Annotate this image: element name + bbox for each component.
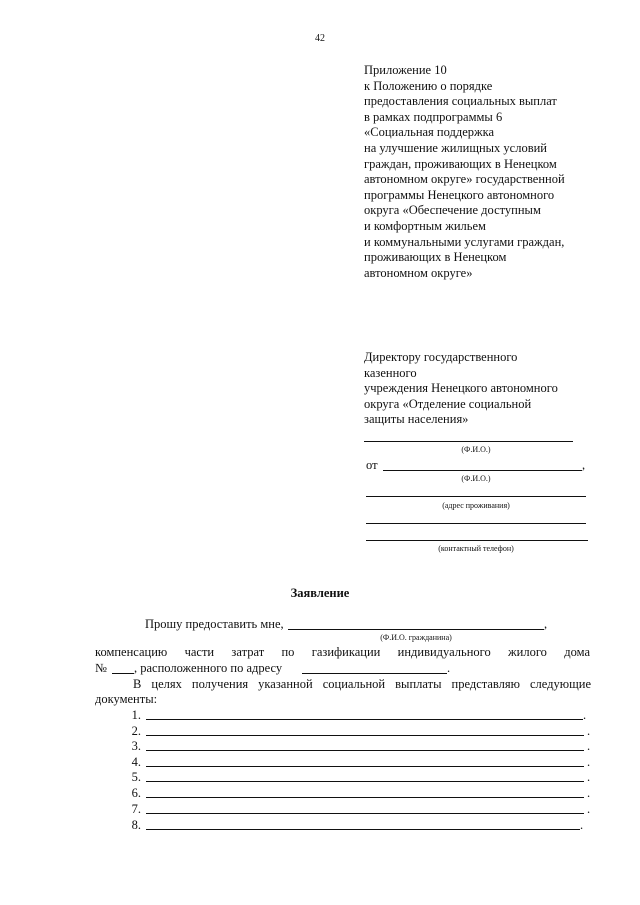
document-number: 1. — [131, 708, 141, 722]
address-field[interactable] — [366, 496, 586, 497]
page-number: 42 — [315, 33, 325, 44]
document-end: . — [587, 739, 591, 753]
document-item — [95, 818, 595, 834]
document-field[interactable] — [146, 766, 584, 767]
document-item — [95, 708, 595, 724]
address-field-extra[interactable] — [366, 523, 586, 524]
appendix-line: и коммунальными услугами граждан, — [364, 234, 565, 249]
appendix-line: «Социальная поддержка — [364, 125, 495, 140]
document-end: . — [583, 708, 587, 722]
address-caption: (адрес проживания) — [442, 501, 510, 510]
appendix-line: на улучшение жилищных условий — [364, 140, 547, 155]
appendix-line: граждан, проживающих в Ненецком — [364, 156, 557, 171]
document-item — [95, 755, 595, 771]
addressee-line: округа «Отделение социальной — [364, 396, 532, 411]
document-end: . — [587, 802, 591, 816]
phone-caption: (контактный телефон) — [438, 544, 514, 553]
citizen-fio-field[interactable] — [288, 629, 544, 630]
documents-label: документы: — [95, 692, 158, 706]
document-item — [95, 786, 595, 802]
document-item — [95, 724, 595, 740]
director-fio-field[interactable] — [364, 441, 573, 442]
addressee-line: защиты населения» — [364, 412, 469, 427]
appendix-line: к Положению о порядке — [364, 78, 493, 93]
document-end: . — [587, 724, 591, 738]
addressee-line: казенного — [364, 365, 417, 380]
document-end: . — [587, 786, 591, 800]
statement-title: Заявление — [290, 586, 350, 600]
document-item — [95, 802, 595, 818]
request-suffix: , — [544, 617, 548, 631]
request-prefix: Прошу предоставить мне, — [145, 617, 284, 631]
addressee-line: Директору государственного — [364, 350, 518, 364]
from-label: от — [366, 458, 378, 472]
appendix-line: предоставления социальных выплат — [364, 94, 557, 109]
addressee-line: учреждения Ненецкого автономного — [364, 381, 558, 396]
compensation-text: компенсацию части затрат по газификации индивидуального жилого дома — [95, 645, 590, 659]
document-number: 8. — [131, 818, 141, 832]
document-number: 3. — [131, 739, 141, 753]
document-field[interactable] — [146, 719, 583, 720]
house-number-field[interactable] — [112, 673, 134, 674]
house-address-end: . — [447, 661, 451, 675]
director-fio-caption: (Ф.И.О.) — [461, 445, 491, 454]
document-field[interactable] — [146, 813, 584, 814]
phone-field[interactable] — [366, 540, 588, 541]
appendix-line: округа «Обеспечение доступным — [364, 203, 541, 218]
document-item — [95, 770, 595, 786]
document-number: 5. — [131, 770, 141, 784]
document-end: . — [587, 755, 591, 769]
documents-intro: В целях получения указанной социальной выплаты представляю следующие — [133, 677, 591, 691]
document-number: 2. — [131, 724, 141, 738]
house-number-label: № — [95, 661, 107, 675]
appendix-line: программы Ненецкого автономного — [364, 187, 555, 202]
document-field[interactable] — [146, 750, 584, 751]
document-end: . — [587, 770, 591, 784]
document-item — [95, 739, 595, 755]
document-number: 7. — [131, 802, 141, 816]
document-end: . — [580, 818, 584, 832]
appendix-line: автономном округе» — [364, 265, 473, 280]
house-address-field[interactable] — [302, 673, 447, 674]
document-number: 6. — [131, 786, 141, 800]
house-address-text: , расположенного по адресу — [134, 661, 283, 675]
document-field[interactable] — [146, 735, 584, 736]
document-field[interactable] — [146, 781, 584, 782]
appendix-line: и комфортным жильем — [364, 218, 486, 233]
applicant-fio-caption: (Ф.И.О.) — [461, 474, 491, 483]
from-comma: , — [582, 458, 586, 472]
applicant-fio-field[interactable] — [383, 470, 582, 471]
appendix-line: в рамках подпрограммы 6 — [364, 109, 503, 124]
document-field[interactable] — [146, 797, 584, 798]
document-field[interactable] — [146, 829, 580, 830]
appendix-line: автономном округе» государственной — [364, 172, 565, 187]
document-number: 4. — [131, 755, 141, 769]
citizen-fio-caption: (Ф.И.О. гражданина) — [380, 633, 452, 642]
appendix-reference — [364, 63, 624, 281]
appendix-line: проживающих в Ненецком — [364, 250, 507, 265]
addressee-block — [364, 350, 624, 428]
appendix-line: Приложение 10 — [364, 63, 447, 77]
